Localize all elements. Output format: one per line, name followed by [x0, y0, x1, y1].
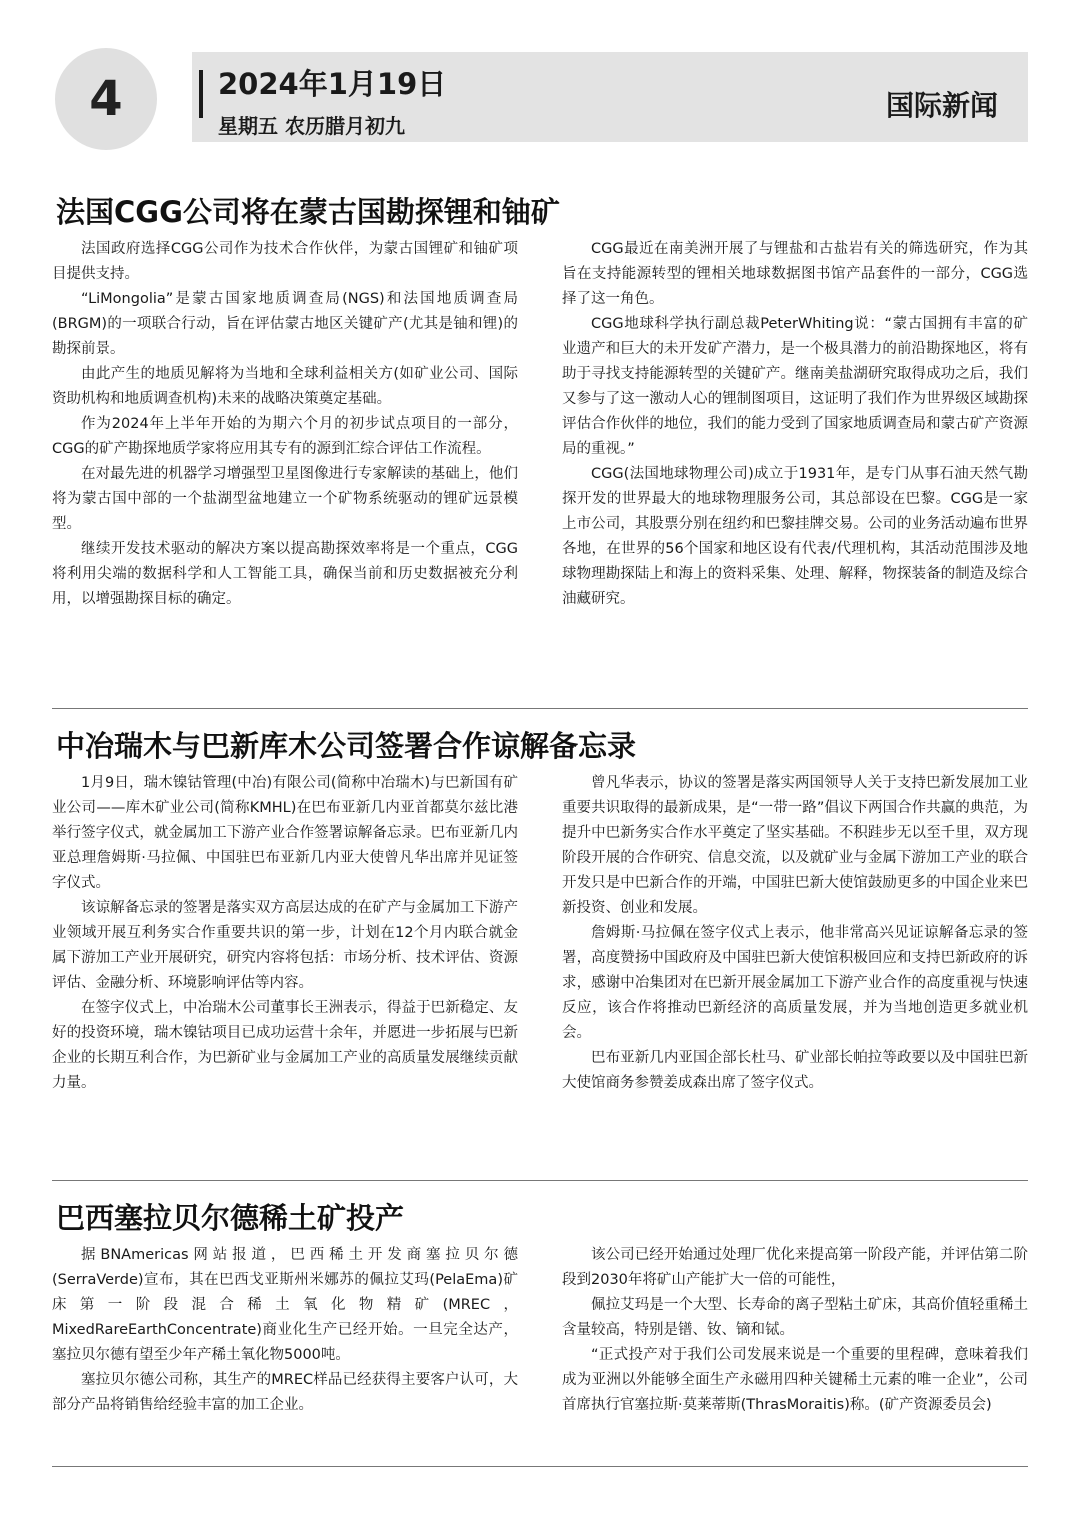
paragraph: 在对最先进的机器学习增强型卫星图像进行专家解读的基础上，他们将为蒙古国中部的一个盐湖型盆地建立一个矿物系统驱动的锂矿远景模型。: [52, 466, 518, 532]
article-column-right: [562, 237, 1028, 612]
article-cgg-mongolia: [52, 190, 1028, 612]
article-title: 法国CGG公司将在蒙古国勘探锂和铀矿: [56, 195, 560, 229]
paragraph: 塞拉贝尔德公司称，其生产的MREC样品已经获得主要客户认可，大部分产品将销售给经验丰富的加工企业。: [52, 1372, 518, 1413]
paragraph: 1月9日，瑞木镍钴管理(中冶)有限公司(简称中冶瑞木)与巴新国有矿业公司——库木矿业公司(简称KMHL)在巴布亚新几内亚首都莫尔兹比港举行签字仪式，就金属加工下游产业合作签署谅解备忘录。巴布亚新几内亚总理詹姆斯·马拉佩、中国驻巴布亚新几内亚大使曾凡华出席并见证签字仪式。: [52, 775, 518, 891]
article-divider: [52, 708, 1028, 709]
paragraph: CGG(法国地球物理公司)成立于1931年，是专门从事石油天然气勘探开发的世界最大的地球物理服务公司，其总部设在巴黎。CGG是一家上市公司，其股票分别在纽约和巴黎挂牌交易。公司的业务活动遍布世界各地，在世界的56个国家和地区设有代表/代理机构，其活动范围涉及地球物理勘探陆上和海上的资料采集、处理、解释，物探装备的制造及综合油藏研究。: [562, 466, 1028, 607]
header-date: 2024年1月19日: [218, 67, 447, 101]
paragraph: 巴布亚新几内亚国企部长杜马、矿业部长帕拉等政要以及中国驻巴新大使馆商务参赞姜成森出席了签字仪式。: [562, 1050, 1028, 1091]
article-column-left: [52, 1243, 518, 1418]
page-number: 4: [55, 48, 157, 150]
paragraph: 佩拉艾玛是一个大型、长寿命的离子型粘土矿床，其高价值轻重稀土含量较高，特别是镨、钕、镝和铽。: [562, 1297, 1028, 1338]
paragraph: 詹姆斯·马拉佩在签字仪式上表示，他非常高兴见证谅解备忘录的签署，高度赞扬中国政府及中国驻巴新大使馆积极回应和支持巴新政府的诉求，感谢中冶集团对在巴新开展金属加工下游产业合作的高度重视与快速反应，该合作将推动巴新经济的高质量发展，并为当地创造更多就业机会。: [562, 925, 1028, 1041]
paragraph: 该公司已经开始通过处理厂优化来提高第一阶段产能，并评估第二阶段到2030年将矿山产能扩大一倍的可能性，: [562, 1247, 1028, 1288]
article-column-right: [562, 771, 1028, 1096]
paragraph: CGG地球科学执行副总裁PeterWhiting说：“蒙古国拥有丰富的矿业遗产和巨大的未开发矿产潜力，是一个极具潜力的前沿勘探地区，将有助于寻找支持能源转型的关键矿产。继南美盐湖研究取得成功之后，我们又参与了这一激动人心的锂制图项目，这证明了我们作为世界级区域勘探评估合作伙伴的地位，我们的能力受到了国家地质调查局和蒙古矿产资源局的重视。”: [562, 316, 1028, 457]
article-title: 中冶瑞木与巴新库木公司签署合作谅解备忘录: [56, 729, 637, 763]
article-serra-verde: [52, 1196, 1028, 1418]
paragraph: CGG最近在南美洲开展了与锂盐和古盐岩有关的筛选研究，作为其旨在支持能源转型的锂相关地球数据图书馆产品套件的一部分，CGG选择了这一角色。: [562, 241, 1028, 307]
paragraph: “LiMongolia”是蒙古国家地质调查局(NGS)和法国地质调查局(BRGM)的一项联合行动，旨在评估蒙古地区关键矿产(尤其是铀和锂)的勘探前景。: [52, 291, 518, 357]
header-divider-bar: [199, 70, 203, 118]
article-column-left: [52, 237, 518, 612]
page-bottom-rule: [52, 1466, 1028, 1467]
paragraph: 据BNAmericas网站报道，巴西稀土开发商塞拉贝尔德(SerraVerde)宣布，其在巴西戈亚斯州米娜苏的佩拉艾玛(PelaEma)矿床第一阶段混合稀土氧化物精矿(MREC，MixedRareEarthConcentrate)商业化生产已经开始。一旦完全达产，塞拉贝尔德有望至少年产稀土氧化物5000吨。: [52, 1247, 518, 1363]
section-title: 国际新闻: [885, 89, 998, 122]
paragraph: 法国政府选择CGG公司作为技术合作伙伴，为蒙古国锂矿和铀矿项目提供支持。: [52, 241, 518, 282]
article-divider: [52, 1180, 1028, 1181]
paragraph: 该谅解备忘录的签署是落实双方高层达成的在矿产与金属加工下游产业领域开展互利务实合作重要共识的第一步，计划在12个月内联合就金属下游加工产业开展研究，研究内容将包括：市场分析、技术评估、资源评估、金融分析、环境影响评估等内容。: [52, 900, 518, 991]
paragraph: 作为2024年上半年开始的为期六个月的初步试点项目的一部分，CGG的矿产勘探地质学家将应用其专有的源到汇综合评估工作流程。: [52, 416, 518, 457]
paragraph: 曾凡华表示，协议的签署是落实两国领导人关于支持巴新发展加工业重要共识取得的最新成果，是“一带一路”倡议下两国合作共赢的典范，为提升中巴新务实合作水平奠定了坚实基础。不积跬步无以至千里，双方现阶段开展的合作研究、信息交流，以及就矿业与金属下游加工产业的联合开发只是中巴新合作的开端，中国驻巴新大使馆鼓励更多的中国企业来巴新投资、创业和发展。: [562, 775, 1028, 916]
paragraph: “正式投产对于我们公司发展来说是一个重要的里程碑，意味着我们成为亚洲以外能够全面生产永磁用四种关键稀土元素的唯一企业”，公司首席执行官塞拉斯·莫莱蒂斯(ThrasMoraitis)称。(矿产资源委员会): [562, 1347, 1028, 1413]
article-column-left: [52, 771, 518, 1096]
paragraph: 由此产生的地质见解将为当地和全球利益相关方(如矿业公司、国际资助机构和地质调查机构)未来的战略决策奠定基础。: [52, 366, 518, 407]
article-title: 巴西塞拉贝尔德稀土矿投产: [56, 1201, 405, 1235]
article-mcc-ramu-kumul: [52, 724, 1028, 1096]
paragraph: 继续开发技术驱动的解决方案以提高勘探效率将是一个重点，CGG将利用尖端的数据科学和人工智能工具，确保当前和历史数据被充分利用，以增强勘探目标的确定。: [52, 541, 518, 607]
paragraph: 在签字仪式上，中冶瑞木公司董事长王洲表示，得益于巴新稳定、友好的投资环境，瑞木镍钴项目已成功运营十余年，并愿进一步拓展与巴新企业的长期互利合作，为巴新矿业与金属加工产业的高质量发展继续贡献力量。: [52, 1000, 518, 1091]
header-weekday-lunar: 星期五 农历腊月初九: [218, 114, 405, 138]
article-column-right: [562, 1243, 1028, 1418]
